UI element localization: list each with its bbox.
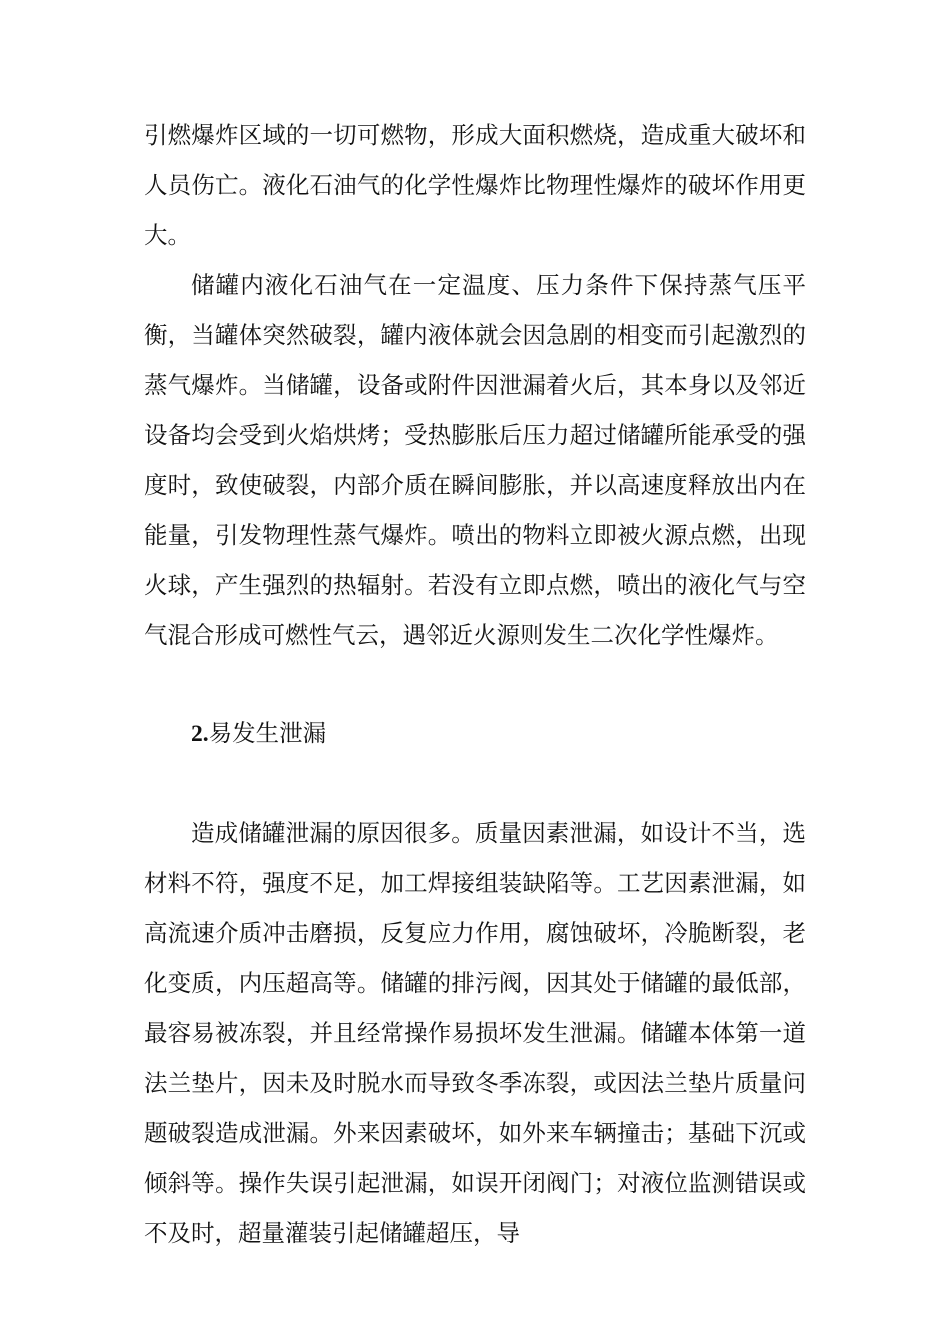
section-number: 2. [191,721,209,747]
paragraph-explosion-damage: 引燃爆炸区域的一切可燃物，形成大面积燃烧，造成重大破坏和人员伤亡。液化石油气的化学性爆炸比物理性爆炸的破坏作用更大。 [144,121,806,249]
section-heading [191,708,326,759]
paragraph-vapor-explosion: 储罐内液化石油气在一定温度、压力条件下保持蒸气压平衡，当罐体突然破裂，罐内液体就会因急剧的相变而引起激烈的蒸气爆炸。当储罐，设备或附件因泄漏着火后，其本身以及邻近设备均会受到火焰烘烤；受热膨胀后压力超过储罐所能承受的强度时，致使破裂，内部介质在瞬间膨胀，并以高速度释放出内在能量，引发物理性蒸气爆炸。喷出的物料立即被火源点燃，出现火球，产生强烈的热辐射。若没有立即点燃，喷出的液化气与空气混合形成可燃性气云，遇邻近火源则发生二次化学性爆炸。 [144,271,806,649]
paragraph-leak-causes: 造成储罐泄漏的原因很多。质量因素泄漏，如设计不当，选材料不符，强度不足，加工焊接组装缺陷等。工艺因素泄漏，如高流速介质冲击磨损，反复应力作用，腐蚀破坏，冷脆断裂，老化变质，内压超高等。储罐的排污阀，因其处于储罐的最低部，最容易被冻裂，并且经常操作易损坏发生泄漏。储罐本体第一道法兰垫片，因未及时脱水而导致冬季冻裂，或因法兰垫片质量问题破裂造成泄漏。外来因素破坏，如外来车辆撞击；基础下沉或倾斜等。操作失误引起泄漏，如误开闭阀门；对液位监测错误或不及时，超量灌装引起储罐超压，导 [144,819,806,1247]
section-title: 易发生泄漏 [208,719,327,747]
